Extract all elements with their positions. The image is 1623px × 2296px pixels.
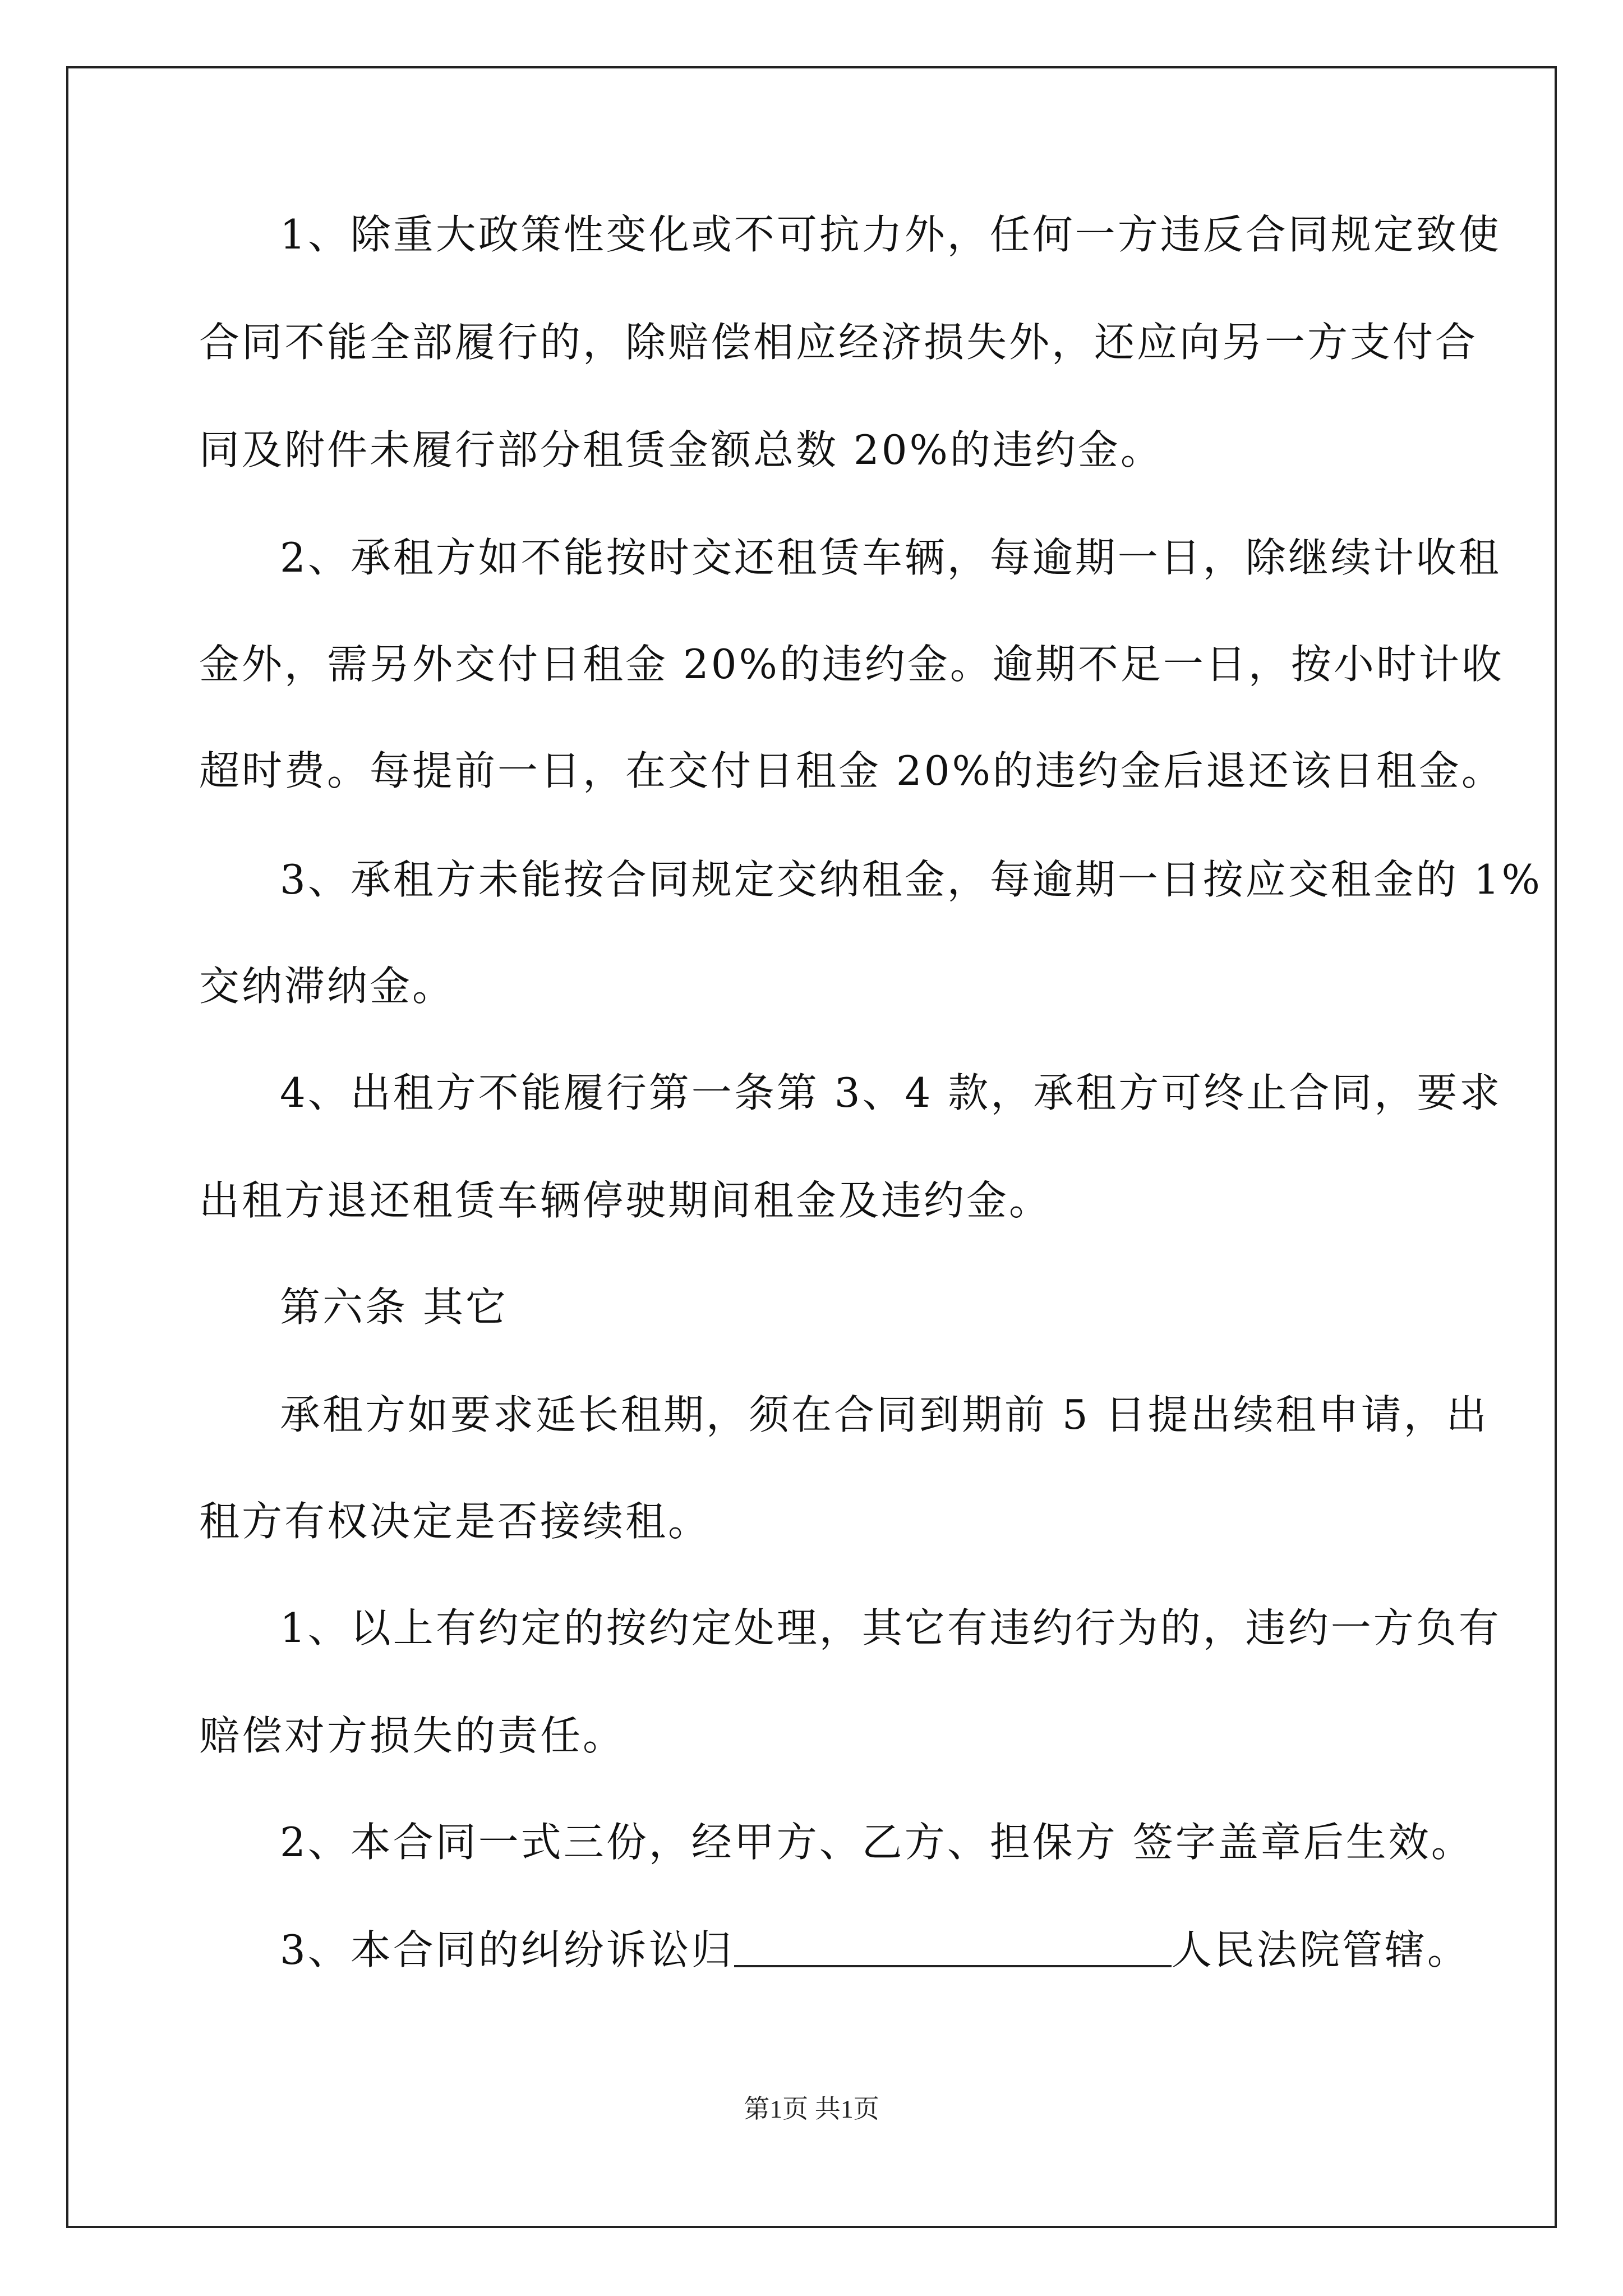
paragraph-1-line-1: 1、除重大政策性变化或不可抗力外，任何一方违反合同规定致使	[280, 211, 1501, 258]
page-border	[66, 66, 1557, 2228]
paragraph-2-line-2: 金外，需另外交付日租金 20%的违约金。逾期不足一日，按小时计收	[199, 641, 1504, 688]
paragraph-2-line-1: 2、承租方如不能按时交还租赁车辆，每逾期一日，除继续计收租	[280, 534, 1501, 581]
paragraph-8-line-1	[280, 1923, 1470, 1977]
paragraph-7-line-1: 2、本合同一式三份，经甲方、乙方、担保方 签字盖章后生效。	[280, 1819, 1474, 1866]
paragraph-6-line-2: 赔偿对方损失的责任。	[199, 1712, 626, 1759]
paragraph-1-line-3: 同及附件未履行部分租赁金额总数 20%的违约金。	[199, 426, 1163, 473]
jurisdiction-prefix: 3、本合同的纠纷诉讼归	[280, 1926, 734, 1973]
paragraph-6-line-1: 1、以上有约定的按约定处理，其它有违约行为的，违约一方负有	[280, 1604, 1501, 1651]
paragraph-1-line-2: 合同不能全部履行的，除赔偿相应经济损失外，还应向另一方支付合	[199, 319, 1478, 366]
section-heading: 第六条 其它	[280, 1283, 508, 1331]
paragraph-2-line-3: 超时费。每提前一日，在交付日租金 20%的违约金后退还该日租金。	[199, 747, 1504, 794]
jurisdiction-suffix: 人民法院管辖。	[1171, 1926, 1470, 1973]
paragraph-4-line-1: 4、出租方不能履行第一条第 3、4 款，承租方可终止合同，要求	[280, 1069, 1502, 1116]
paragraph-5-line-1: 承租方如要求延长租期，须在合同到期前 5 日提出续租申请，出	[280, 1391, 1489, 1438]
paragraph-4-line-2: 出租方退还租赁车辆停驶期间租金及违约金。	[199, 1177, 1052, 1224]
paragraph-3-line-1: 3、承租方未能按合同规定交纳租金，每逾期一日按应交租金的 1%	[280, 856, 1542, 903]
jurisdiction-blank	[734, 1929, 1172, 1967]
page-number-footer: 第1页 共1页	[744, 2095, 879, 2123]
paragraph-3-line-2: 交纳滞纳金。	[199, 963, 455, 1010]
paragraph-5-line-2: 租方有权决定是否接续租。	[199, 1498, 711, 1545]
